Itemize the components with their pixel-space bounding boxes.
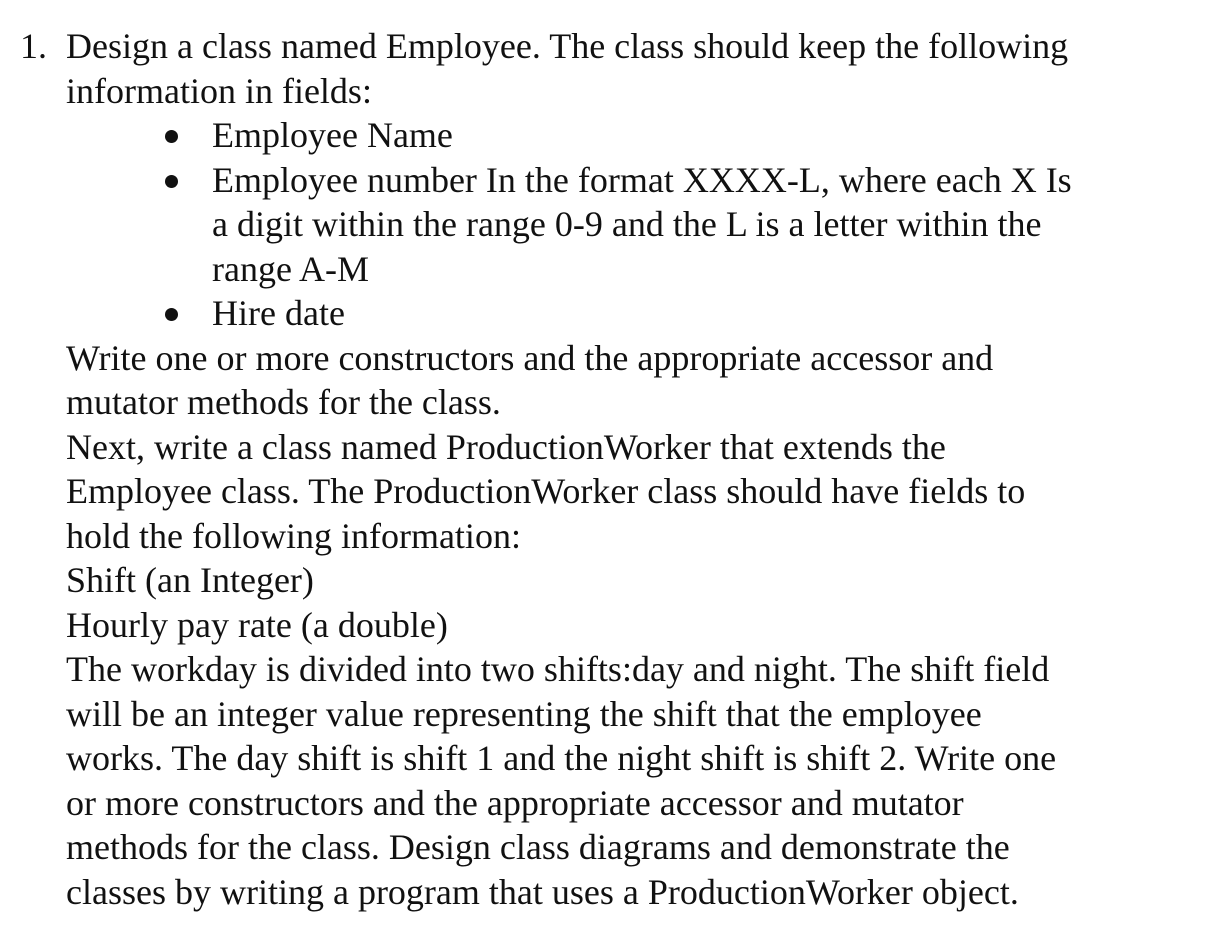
assignment-document <box>0 24 1222 914</box>
body-line: Next, write a class named ProductionWorker that extends the <box>66 426 946 467</box>
bullet-icon <box>165 308 178 321</box>
body-line: Hourly pay rate (a double) <box>66 604 448 645</box>
field-list <box>212 113 1162 336</box>
body-line: methods for the class. Design class diagrams and demonstrate the <box>66 827 1010 867</box>
field-line: a digit within the range 0-9 and the L is a letter within the <box>212 204 1042 244</box>
question-intro <box>66 24 1166 113</box>
field-line: Hire date <box>212 293 345 333</box>
body-line: Employee class. The ProductionWorker class should have fields to <box>66 471 1026 511</box>
body-line: classes by writing a program that uses a ProductionWorker object. <box>66 871 1019 912</box>
body-line: hold the following information: <box>66 515 521 556</box>
body-line: mutator methods for the class. <box>66 382 501 422</box>
field-line: Employee Name <box>212 115 453 155</box>
field-line: Employee number In the format XXXX-L, where each X Is <box>212 159 1072 200</box>
body-line: The workday is divided into two shifts:day and night. The shift field <box>66 649 1050 689</box>
field-line: range A-M <box>212 248 369 289</box>
field-item-employee-name <box>212 113 1162 158</box>
body-line: Write one or more constructors and the appropriate accessor and <box>66 337 994 378</box>
question-body <box>66 336 1166 915</box>
body-line: Shift (an Integer) <box>66 560 314 600</box>
field-item-employee-number <box>212 158 1162 292</box>
bullet-icon <box>165 175 178 188</box>
question-number: 1. <box>20 26 47 66</box>
body-line: will be an integer value representing the shift that the employee <box>66 693 982 734</box>
body-line: works. The day shift is shift 1 and the night shift is shift 2. Write one <box>66 738 1057 778</box>
field-item-hire-date <box>212 291 1162 336</box>
bullet-icon <box>165 130 178 143</box>
body-line: or more constructors and the appropriate accessor and mutator <box>66 782 964 823</box>
intro-line: information in fields: <box>66 70 372 111</box>
intro-line: Design a class named Employee. The class should keep the following <box>66 26 1069 66</box>
